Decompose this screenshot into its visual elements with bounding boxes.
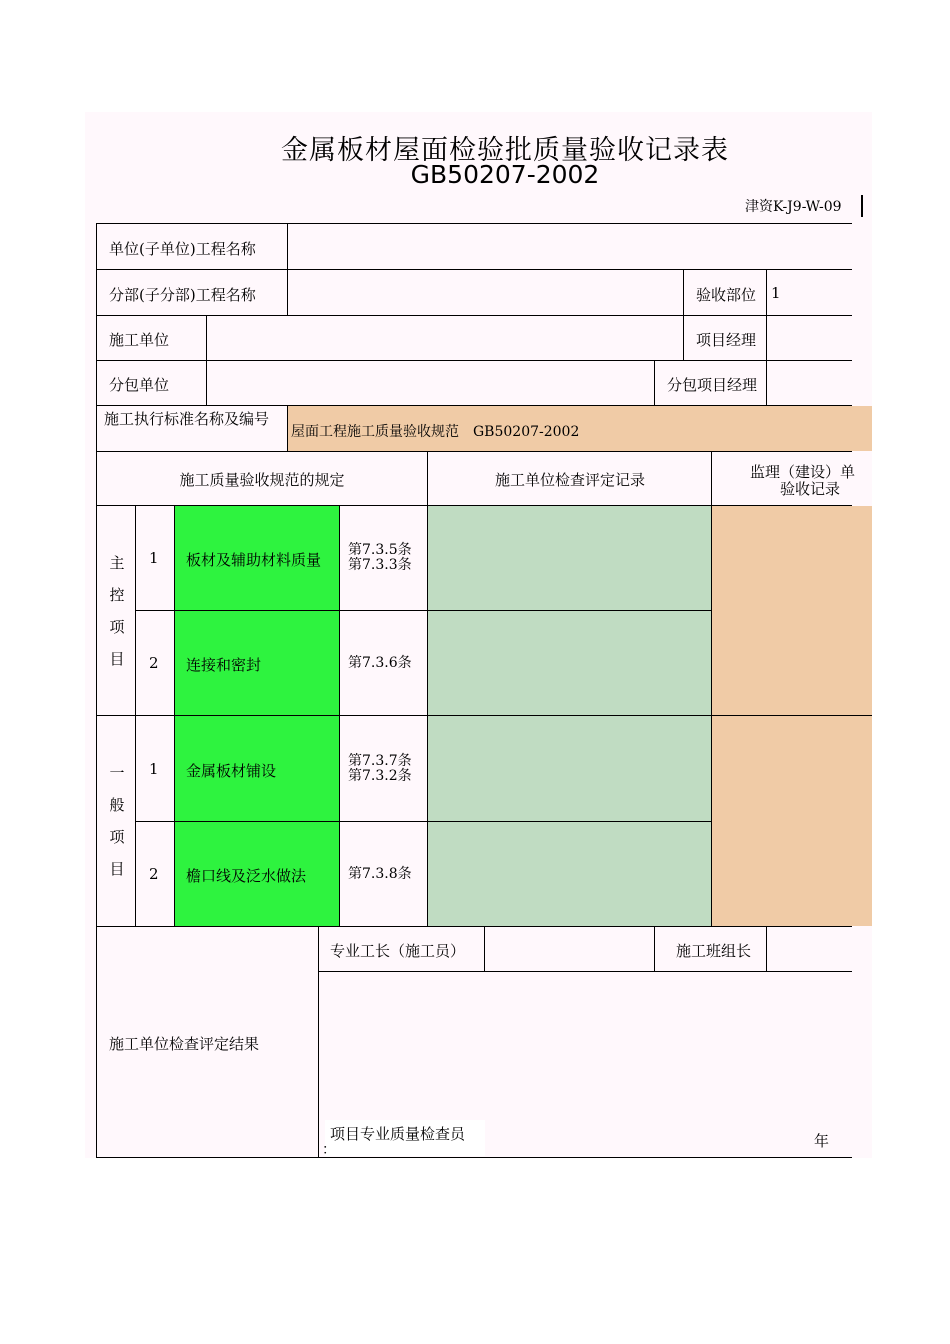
main-items-group-label: 主 控 项 目	[109, 554, 125, 668]
main-item-2-clause-1: 第7.3.6条	[348, 655, 412, 671]
grid-line	[339, 505, 340, 926]
supervisor-fill	[712, 506, 872, 926]
sub-project-label: 分部(子分部)工程名称	[109, 286, 256, 304]
foreman-label: 专业工长（施工员）	[330, 942, 466, 960]
grid-line	[135, 821, 712, 822]
grid-line	[484, 926, 485, 971]
inspector-label: 项目专业质量检查员	[330, 1125, 466, 1143]
grid-line	[97, 360, 852, 361]
cursor-mark	[861, 195, 863, 217]
acceptance-part-label: 验收部位	[696, 286, 757, 304]
general-item-2-clause-1: 第7.3.8条	[348, 866, 412, 882]
contractor-record-column-header: 施工单位检查评定记录	[494, 471, 645, 489]
general-item-2-name: 檐口线及泛水做法	[186, 867, 307, 885]
grid-line	[97, 505, 852, 506]
grid-line	[96, 223, 97, 1158]
inspector-colon: ：	[322, 1142, 336, 1158]
grid-line	[135, 505, 136, 926]
grid-line	[97, 1157, 852, 1158]
supervisor-column-header-line2: 验收记录	[780, 480, 841, 498]
grid-line	[97, 269, 852, 270]
general-item-1-no: 1	[149, 760, 159, 778]
unit-project-label: 单位(子单位)工程名称	[109, 240, 256, 258]
exec-standard-field[interactable]: 屋面工程施工质量验收规范 GB50207-2002	[291, 424, 580, 440]
main-item-1-clause-1: 第7.3.5条	[348, 542, 412, 558]
page-title: 金属板材屋面检验批质量验收记录表	[281, 135, 729, 166]
general-items-group-label: 一 般 项 目	[109, 764, 125, 878]
grid-line	[711, 451, 712, 926]
main-item-1-clause-2: 第7.3.3条	[348, 557, 412, 573]
year-label: 年	[814, 1132, 830, 1150]
main-item-2-no: 2	[149, 654, 159, 672]
grid-line	[97, 715, 872, 716]
supervisor-column-header-line1: 监理（建设）单	[750, 463, 856, 481]
result-label: 施工单位检查评定结果	[109, 1035, 260, 1053]
grid-line	[766, 269, 767, 405]
grid-line	[206, 315, 207, 405]
grid-line	[287, 405, 288, 451]
subcontractor-label: 分包单位	[109, 376, 170, 394]
general-item-1-clause-1: 第7.3.7条	[348, 753, 412, 769]
grid-line	[97, 315, 852, 316]
general-item-1-clause-2: 第7.3.2条	[348, 768, 412, 784]
standard-code: GB50207-2002	[410, 160, 600, 189]
main-item-1-name: 板材及辅助材料质量	[186, 551, 322, 569]
grid-line	[654, 360, 655, 405]
acceptance-part-field[interactable]: 1	[771, 284, 781, 302]
contractor-label: 施工单位	[109, 331, 170, 349]
main-item-2-name: 连接和密封	[186, 656, 262, 674]
grid-line	[135, 610, 712, 611]
grid-line	[318, 926, 319, 1158]
grid-line	[287, 223, 288, 315]
grid-line	[318, 971, 852, 972]
grid-line	[766, 926, 767, 971]
general-item-2-no: 2	[149, 865, 159, 883]
general-item-1-name: 金属板材铺设	[186, 762, 277, 780]
grid-line	[97, 926, 852, 927]
main-item-1-no: 1	[149, 549, 159, 567]
grid-line	[654, 926, 655, 971]
grid-line	[97, 405, 852, 406]
grid-line	[97, 451, 852, 452]
grid-line	[174, 505, 175, 926]
project-manager-label: 项目经理	[696, 331, 757, 349]
team-leader-label: 施工班组长	[676, 942, 752, 960]
grid-line	[427, 451, 428, 926]
grid-line	[97, 223, 852, 224]
spec-column-header: 施工质量验收规范的规定	[179, 471, 345, 489]
form-code: 津资K-J9-W-09	[745, 199, 842, 215]
sub-pm-label: 分包项目经理	[667, 376, 758, 394]
exec-standard-label: 施工执行标准名称及编号	[104, 410, 270, 428]
contractor-record-fill	[428, 506, 712, 926]
grid-line	[683, 269, 684, 360]
